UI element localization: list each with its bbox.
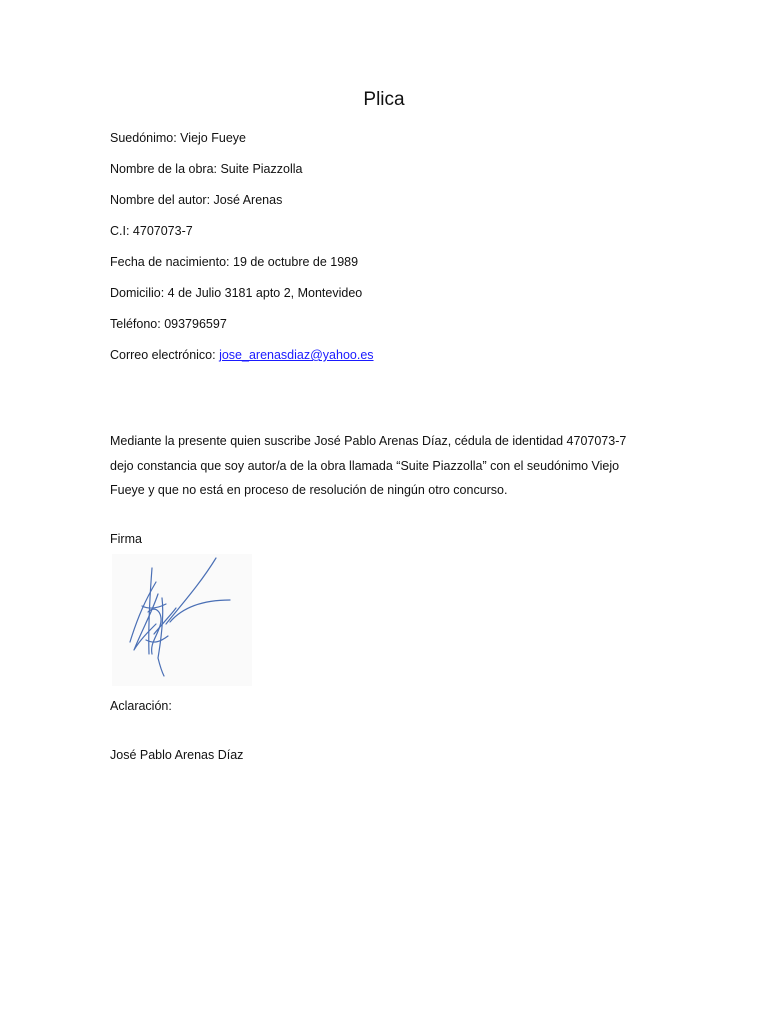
- field-seudonimo: Suedónimo: Viejo Fueye: [110, 131, 246, 145]
- field-ci: C.I: 4707073-7: [110, 224, 193, 238]
- email-link[interactable]: jose_arenasdiaz@yahoo.es: [219, 348, 374, 362]
- aclaracion-label: Aclaración:: [110, 699, 172, 713]
- field-telefono: Teléfono: 093796597: [110, 317, 227, 331]
- declaration-line-3: Fueye y que no está en proceso de resolución de ningún otro concurso.: [110, 483, 508, 497]
- document-title: Plica: [363, 89, 405, 110]
- field-domicilio: Domicilio: 4 de Julio 3181 apto 2, Montevideo: [110, 286, 363, 300]
- declaration-line-2: dejo constancia que soy autor/a de la obra llamada “Suite Piazzolla” con el seudónimo Viejo: [110, 458, 620, 473]
- correo-label: Correo electrónico:: [110, 348, 220, 362]
- signature-image: [112, 554, 252, 686]
- field-obra: Nombre de la obra: Suite Piazzolla: [110, 162, 303, 176]
- field-nacimiento: Fecha de nacimiento: 19 de octubre de 1989: [110, 255, 359, 269]
- field-autor: Nombre del autor: José Arenas: [110, 193, 283, 207]
- aclaracion-name: José Pablo Arenas Díaz: [110, 748, 244, 762]
- signature-drawing: [112, 554, 252, 686]
- declaration-paragraph: [110, 429, 655, 503]
- field-correo: [110, 347, 374, 363]
- declaration-line-1: Mediante la presente quien suscribe José Pablo Arenas Díaz, cédula de identidad 4707073-7: [110, 434, 627, 448]
- firma-label: Firma: [110, 532, 142, 546]
